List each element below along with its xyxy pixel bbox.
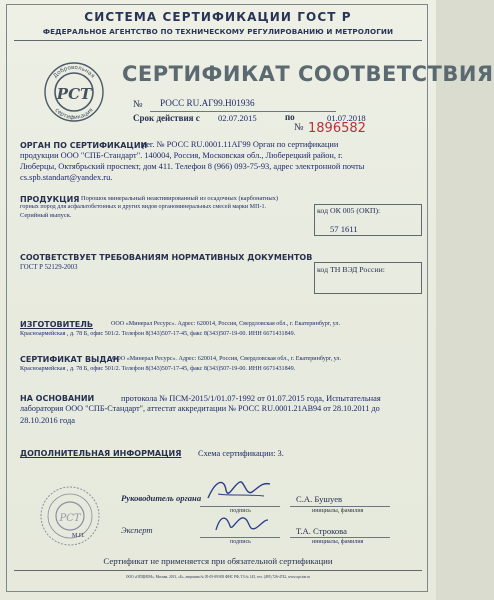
okp-label: код ОК 005 (ОКП): [317, 206, 381, 215]
head-name-line [290, 506, 390, 507]
certificate-number: РОСС RU.АГ99.Н01936 [160, 98, 255, 108]
validity-label: Срок действия с [133, 113, 200, 123]
svg-text:Добровольная: Добровольная [52, 64, 96, 80]
head-name: С.А. Бушуев [296, 494, 343, 504]
expert-name-line [290, 537, 390, 538]
organ-label: ОРГАН ПО СЕРТИФИКАЦИИ [20, 141, 148, 150]
basis-label: НА ОСНОВАНИИ [20, 394, 95, 403]
basis-line-1: протокола № ПСМ-2015/1/01.07-1992 от 01.07.2015 года, Испытательная [121, 394, 381, 403]
issued-line-1: ООО «Минерал Ресурс». Адрес: 620014, Россия, Свердловская обл., г. Екатеринбург, ул. [112, 356, 341, 362]
header-divider [14, 40, 422, 41]
issued-label: СЕРТИФИКАТ ВЫДАН [20, 355, 120, 364]
expert-signature-icon [210, 508, 270, 538]
conformity-label: СООТВЕТСТВУЕТ ТРЕБОВАНИЯМ НОРМАТИВНЫХ ДОКУМЕНТОВ [20, 253, 313, 262]
organ-line-4: cs.spb.standart@yandex.ru. [20, 173, 113, 182]
head-name-caption: инициалы, фамилия [312, 508, 364, 514]
number-underline [150, 111, 336, 112]
svg-text:РСТ: РСТ [56, 85, 92, 103]
product-line-3: Серийный выпуск. [20, 212, 72, 219]
product-line-1: Порошок минеральный неактивированный из осадочных (карбонатных) [81, 195, 279, 202]
basis-line-3: 28.10.2016 года [20, 416, 75, 425]
svg-text:РСТ: РСТ [59, 513, 81, 524]
svg-text:сертификация: сертификация [53, 107, 95, 122]
reg-no-label: № [294, 122, 304, 133]
registration-number: 1896582 [308, 121, 366, 136]
organ-line-1: рег. № РОСС RU.0001.11АГ99 Орган по сертификации [142, 140, 339, 149]
organ-line-2: продукции ООО "СПБ-Стандарт". 140004, Россия, Московская обл., Люберецкий район, г. [20, 151, 343, 160]
footer-imprint: ООО «ОПЦИОН», Москва, 2013, «Б», лицензия № 05-05-09/003 ФНС РФ, ТЗ № 145, тел. (495) 726-4742, www.opcion.ru [125, 575, 311, 579]
head-signature-icon [204, 474, 274, 506]
issued-line-2: Красноармейская , д. 78 Б, офис 501/2. Телефон 8(343)507-17-45, факс 8(343)507-19-00. ИНН 6671431849. [20, 366, 296, 372]
product-label: ПРОДУКЦИЯ [20, 195, 80, 204]
expert-sign-caption: подпись [230, 539, 251, 545]
expert-name-caption: инициалы, фамилия [312, 539, 364, 545]
no-label: № [133, 99, 143, 110]
rst-logo-icon [43, 58, 105, 124]
manufacturer-line-1: ООО «Минерал Ресурс». Адрес: 620014, Россия, Свердловская обл., г. Екатеринбург, ул. [111, 321, 340, 327]
to-label: по [285, 112, 295, 122]
organ-line-3: Люберцы, Октябрьский проспект, дом 411. Телефон 8 (966) 093-75-93, адрес электронной почты [20, 162, 365, 171]
certificate-title: СЕРТИФИКАТ СООТВЕТСТВИЯ [122, 62, 494, 86]
date-to: 01.07.2018 [327, 113, 366, 123]
okp-value: 57 1611 [330, 224, 358, 234]
head-sign-caption: подпись [230, 508, 251, 514]
head-signature-line [200, 506, 280, 507]
tnved-label: код ТН ВЭД России: [317, 265, 385, 274]
manufacturer-label: ИЗГОТОВИТЕЛЬ [20, 320, 93, 329]
additional-value: Схема сертификации: 3. [198, 449, 284, 458]
manufacturer-line-2: Красноармейская , д. 78 Б, офис 501/2. Телефон 8(343)507-17-45, факс 8(343)507-19-00. ИНН 6671431849. [20, 331, 296, 337]
head-label: Руководитель органа [121, 493, 202, 503]
product-line-2: горных пород для асфальтобетонных и других видов органоминеральных смесей марки МП-1. [20, 204, 267, 210]
agency-heading: ФЕДЕРАЛЬНОЕ АГЕНТСТВО ПО ТЕХНИЧЕСКОМУ РЕГУЛИРОВАНИЮ И МЕТРОЛОГИИ [42, 27, 394, 36]
footer-note: Сертификат не применяется при обязательной сертификации [103, 556, 333, 566]
seal-caption: М.П. [72, 533, 85, 539]
expert-name: Т.А. Строкова [296, 526, 347, 536]
expert-signature-line [200, 537, 280, 538]
conformity-doc: ГОСТ Р 52129-2003 [20, 264, 78, 271]
basis-line-2: лаборатория ООО "СПБ-Стандарт", аттестат аккредитации № РОСС RU.0001.21АВ94 от 28.10.2011 до [20, 404, 380, 413]
footer-divider [14, 570, 422, 571]
seal-stamp-icon [38, 484, 102, 548]
date-from: 02.07.2015 [218, 113, 257, 123]
expert-label: Эксперт [121, 525, 153, 535]
system-heading: СИСТЕМА СЕРТИФИКАЦИИ ГОСТ Р [84, 10, 352, 24]
additional-label: ДОПОЛНИТЕЛЬНАЯ ИНФОРМАЦИЯ [20, 449, 182, 458]
